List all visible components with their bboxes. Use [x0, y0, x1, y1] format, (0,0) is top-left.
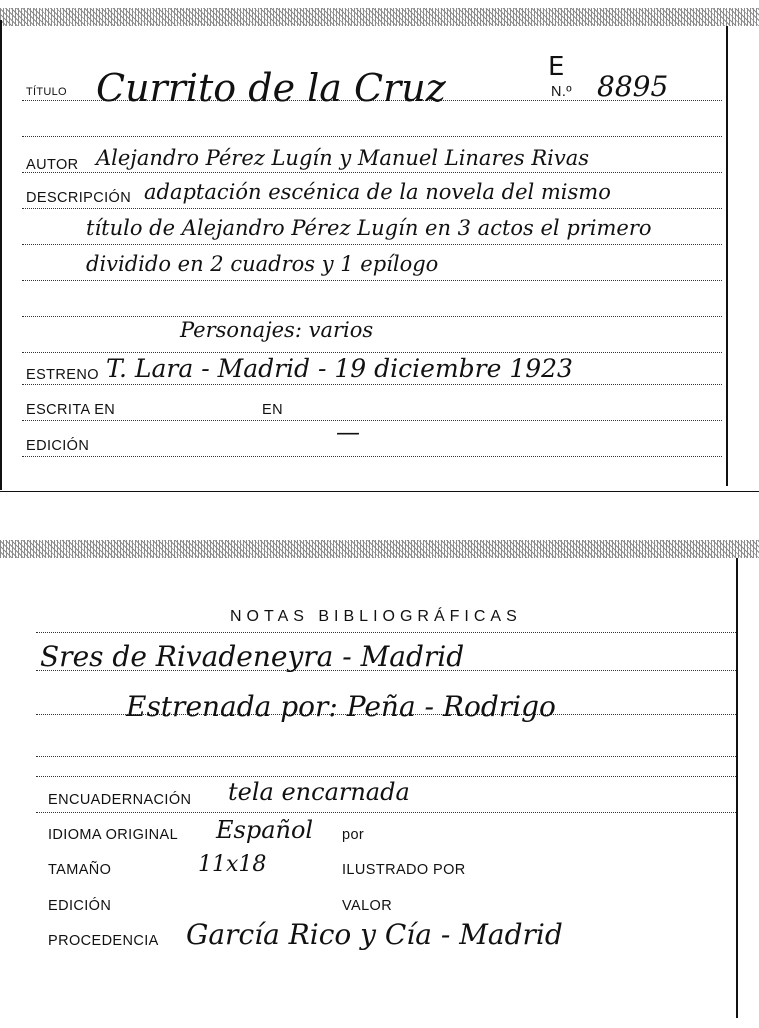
rule-line: [22, 208, 722, 209]
card-bottom-border: [0, 491, 759, 492]
edicion-label: EDICIÓN: [26, 438, 90, 454]
edicion-label: EDICIÓN: [48, 898, 112, 914]
descripcion-line: dividido en 2 cuadros y 1 epílogo: [86, 252, 439, 276]
rule-line: [22, 384, 722, 385]
procedencia-value: García Rico y Cía - Madrid: [186, 918, 563, 951]
rule-line: [22, 456, 722, 457]
estreno-value: T. Lara - Madrid - 19 diciembre 1923: [106, 354, 573, 383]
descripcion-line: adaptación escénica de la novela del mismo: [144, 180, 611, 204]
ilustrado-por-label: ILUSTRADO POR: [342, 862, 466, 878]
rule-line: [22, 352, 722, 353]
notas-bibliograficas-title: NOTAS BIBLIOGRÁFICAS: [230, 608, 522, 625]
tamano-label: TAMAÑO: [48, 862, 112, 878]
numero-value: 8895: [597, 70, 669, 103]
tamano-value: 11x18: [198, 852, 267, 877]
idioma-original-value: Español: [216, 816, 314, 844]
personajes-note: Personajes: varios: [180, 318, 374, 342]
rule-line: [22, 316, 722, 317]
descripcion-line: título de Alejandro Pérez Lugín en 3 actos el primero: [86, 216, 652, 240]
por-label: por: [342, 827, 365, 843]
descripcion-label: DESCRIPCIÓN: [26, 190, 132, 206]
card-top-edge: [0, 540, 759, 558]
autor-value: Alejandro Pérez Lugín y Manuel Linares Rivas: [96, 146, 590, 170]
rule-line: [22, 280, 722, 281]
rule-line: [22, 244, 722, 245]
rule-line: [36, 756, 736, 757]
titulo-label: TÍTULO: [26, 86, 67, 98]
titulo-value: Currito de la Cruz: [96, 66, 446, 110]
numero-label: N.º: [551, 84, 572, 100]
rule-line: [22, 420, 722, 421]
rule-line: [36, 632, 736, 633]
rule-line: [22, 136, 722, 137]
rule-line: [36, 812, 736, 813]
catalog-card-upper: [0, 0, 759, 495]
en-label: EN: [262, 402, 283, 418]
notas-line: Estrenada por: Peña - Rodrigo: [126, 690, 556, 723]
autor-label: AUTOR: [26, 157, 79, 173]
rule-line: [36, 776, 736, 777]
encuadernacion-value: tela encarnada: [228, 778, 410, 806]
card-top-edge: [0, 8, 759, 26]
valor-label: VALOR: [342, 898, 393, 914]
card-right-border: [726, 26, 728, 486]
rule-line: [22, 172, 722, 173]
catalog-letter: E: [548, 52, 565, 82]
encuadernacion-label: ENCUADERNACIÓN: [48, 792, 192, 808]
card-left-border: [0, 20, 2, 490]
idioma-original-label: IDIOMA ORIGINAL: [48, 827, 179, 843]
procedencia-label: PROCEDENCIA: [48, 933, 159, 949]
catalog-card-lower: [0, 536, 759, 1028]
estreno-label: ESTRENO: [26, 367, 99, 383]
card-right-border: [736, 558, 738, 1018]
notas-line: Sres de Rivadeneyra - Madrid: [40, 640, 465, 673]
edicion-value: —: [336, 418, 360, 446]
escrita-en-label: ESCRITA EN: [26, 402, 116, 418]
